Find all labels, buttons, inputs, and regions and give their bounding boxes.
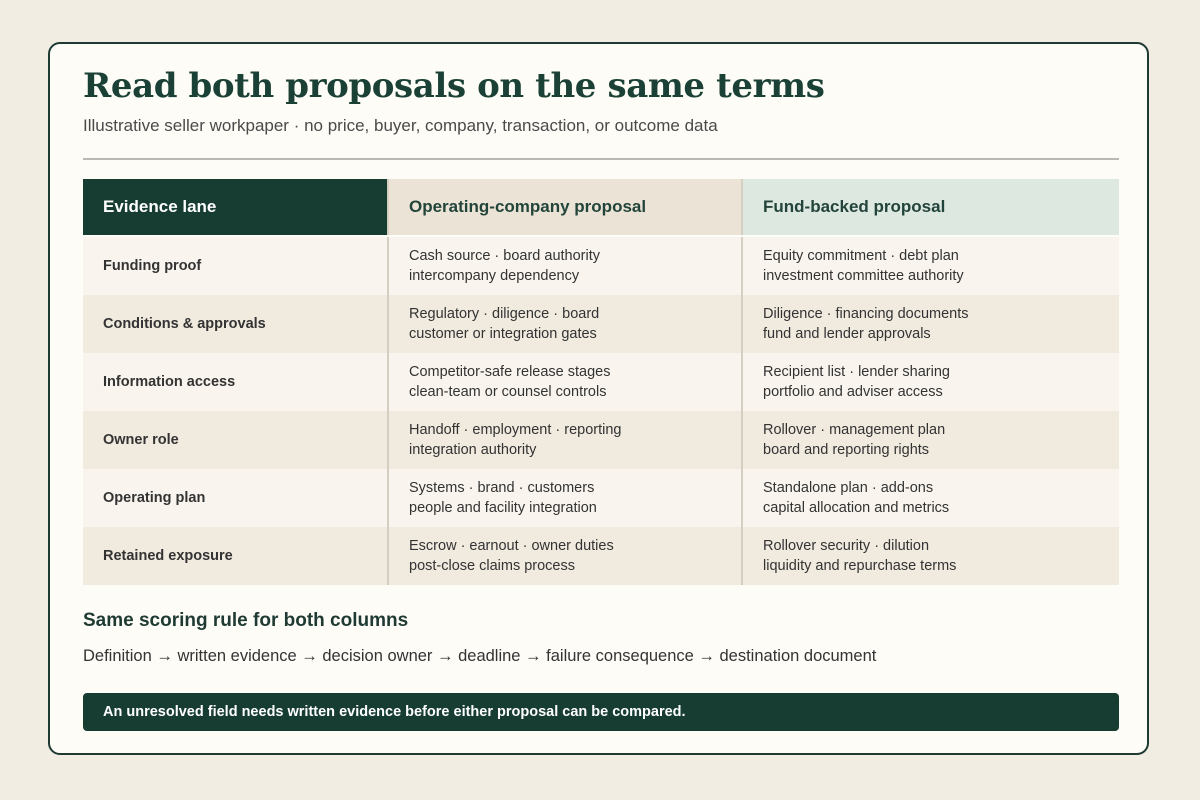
column-header-fund-backed: Fund-backed proposal xyxy=(741,179,1119,235)
scoring-rule-steps: Definition → written evidence → decision owner → deadline → failure consequence → destination document xyxy=(83,647,877,665)
operating-company-cell xyxy=(387,469,741,527)
operating-company-cell xyxy=(387,295,741,353)
operating-company-cell-line: Escrow · earnout · owner duties xyxy=(409,538,614,554)
banner-text: An unresolved field needs written evidence before either proposal can be compared. xyxy=(103,704,686,720)
operating-company-cell xyxy=(387,353,741,411)
fund-backed-cell-line: Recipient list · lender sharing xyxy=(763,364,950,380)
fund-backed-cell xyxy=(741,411,1119,469)
operating-company-cell-line: Systems · brand · customers xyxy=(409,480,595,496)
fund-backed-cell xyxy=(741,353,1119,411)
fund-backed-cell-line: Rollover · management plan xyxy=(763,422,946,438)
evidence-lane-label: Conditions & approvals xyxy=(83,295,387,353)
operating-company-cell-line: Competitor-safe release stages xyxy=(409,364,611,380)
operating-company-cell-line: Cash source · board authority xyxy=(409,248,601,264)
operating-company-cell xyxy=(387,237,741,295)
fund-backed-cell xyxy=(741,237,1119,295)
evidence-lane-label: Operating plan xyxy=(83,469,387,527)
operating-company-cell xyxy=(387,411,741,469)
evidence-lane-label: Retained exposure xyxy=(83,527,387,585)
fund-backed-cell-line: liquidity and repurchase terms xyxy=(763,558,957,574)
page-subtitle: Illustrative seller workpaper · no price, buyer, company, transaction, or outcome data xyxy=(83,116,718,135)
fund-backed-cell xyxy=(741,527,1119,585)
title-divider xyxy=(83,158,1119,160)
operating-company-cell-line: integration authority xyxy=(409,442,537,458)
operating-company-cell-line: people and facility integration xyxy=(409,500,597,516)
operating-company-cell-line: intercompany dependency xyxy=(409,268,580,284)
fund-backed-cell-line: Standalone plan · add-ons xyxy=(763,480,934,496)
evidence-lane-label: Owner role xyxy=(83,411,387,469)
fund-backed-cell-line: portfolio and adviser access xyxy=(763,384,943,400)
fund-backed-cell-line: Equity commitment · debt plan xyxy=(763,248,959,264)
page-title: Read both proposals on the same terms xyxy=(83,66,825,106)
evidence-lane-label: Information access xyxy=(83,353,387,411)
operating-company-cell-line: post-close claims process xyxy=(409,558,575,574)
operating-company-cell-line: Regulatory · diligence · board xyxy=(409,306,600,322)
column-header-evidence-lane: Evidence lane xyxy=(83,179,387,235)
unresolved-field-banner xyxy=(83,693,1119,731)
fund-backed-cell-line: investment committee authority xyxy=(763,268,964,284)
fund-backed-cell-line: board and reporting rights xyxy=(763,442,930,458)
fund-backed-cell-line: Diligence · financing documents xyxy=(763,306,969,322)
fund-backed-cell xyxy=(741,295,1119,353)
fund-backed-cell-line: capital allocation and metrics xyxy=(763,500,950,516)
operating-company-cell-line: customer or integration gates xyxy=(409,326,597,342)
fund-backed-cell-line: Rollover security · dilution xyxy=(763,538,930,554)
fund-backed-cell xyxy=(741,469,1119,527)
comparison-table xyxy=(83,179,1119,585)
evidence-lane-label: Funding proof xyxy=(83,237,387,295)
scoring-rule-heading: Same scoring rule for both columns xyxy=(83,610,409,631)
operating-company-cell-line: Handoff · employment · reporting xyxy=(409,422,622,438)
operating-company-cell xyxy=(387,527,741,585)
workpaper-card xyxy=(48,42,1149,755)
operating-company-cell-line: clean-team or counsel controls xyxy=(409,384,607,400)
column-header-operating-company: Operating-company proposal xyxy=(387,179,741,235)
fund-backed-cell-line: fund and lender approvals xyxy=(763,326,931,342)
